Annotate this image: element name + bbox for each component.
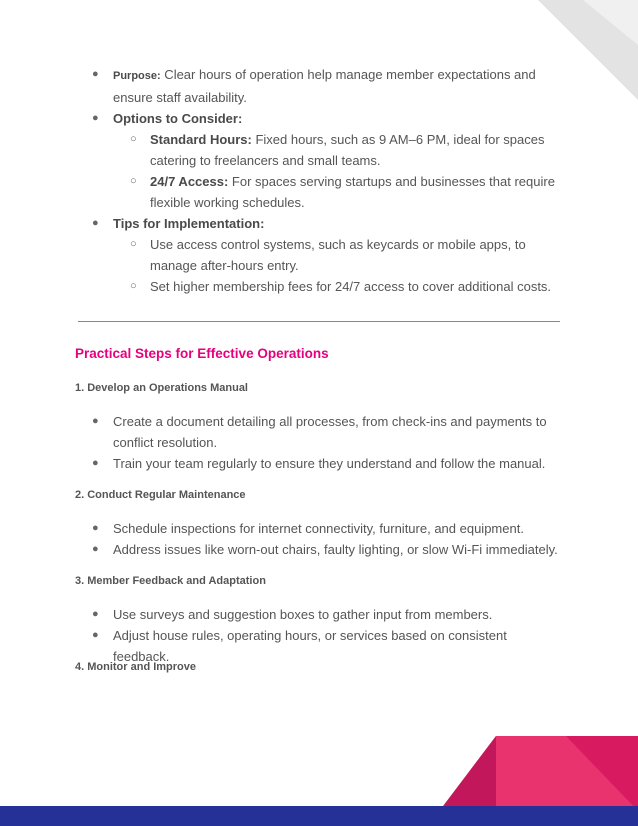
step-list bbox=[0, 604, 638, 667]
bullet-icon: ● bbox=[92, 543, 99, 555]
bullet-icon: ● bbox=[92, 457, 99, 469]
hollow-bullet-icon: ○ bbox=[130, 238, 137, 250]
step-heading: 2. Conduct Regular Maintenance bbox=[75, 489, 246, 501]
operating-hours-list bbox=[0, 64, 638, 297]
item-text: Address issues like worn-out chairs, faulty lighting, or slow Wi-Fi immediately. bbox=[113, 542, 558, 557]
list-item bbox=[0, 64, 638, 108]
bullet-icon: ● bbox=[92, 415, 99, 427]
item-text: Train your team regularly to ensure they understand and follow the manual. bbox=[113, 456, 546, 471]
hollow-bullet-icon: ○ bbox=[130, 280, 137, 292]
bullet-icon: ● bbox=[92, 217, 99, 229]
item-text: Create a document detailing all processes, from check-ins and payments to conflict resolution. bbox=[113, 414, 547, 450]
list-item bbox=[0, 411, 638, 453]
step-heading: 4. Monitor and Improve bbox=[75, 661, 197, 673]
option-label: Standard Hours: bbox=[150, 132, 252, 147]
step-list bbox=[0, 411, 638, 474]
tip-text: Use access control systems, such as keycards or mobile apps, to manage after-hours entry. bbox=[150, 237, 526, 273]
list-item bbox=[0, 213, 638, 234]
list-item bbox=[0, 604, 638, 625]
step-list bbox=[0, 518, 638, 560]
purpose-label: Purpose: bbox=[113, 70, 161, 82]
list-item bbox=[0, 518, 638, 539]
step-heading: 3. Member Feedback and Adaptation bbox=[75, 575, 266, 587]
list-item bbox=[0, 539, 638, 560]
hollow-bullet-icon: ○ bbox=[130, 175, 137, 187]
item-text: Adjust house rules, operating hours, or services based on consistent feedback. bbox=[113, 628, 507, 664]
options-label: Options to Consider: bbox=[113, 111, 243, 126]
step-heading: 1. Develop an Operations Manual bbox=[75, 382, 248, 394]
list-item bbox=[0, 108, 638, 129]
sub-list-item bbox=[0, 129, 638, 171]
sub-list-item bbox=[0, 276, 638, 297]
list-item bbox=[0, 453, 638, 474]
bullet-icon: ● bbox=[92, 112, 99, 124]
bullet-icon: ● bbox=[92, 608, 99, 620]
bullet-icon: ● bbox=[92, 522, 99, 534]
tip-text: Set higher membership fees for 24/7 access to cover additional costs. bbox=[150, 279, 552, 294]
purpose-text: Clear hours of operation help manage member expectations and ensure staff availability. bbox=[113, 67, 536, 105]
sub-list-item bbox=[0, 171, 638, 213]
section-title: Practical Steps for Effective Operations bbox=[75, 346, 329, 361]
item-text: Use surveys and suggestion boxes to gather input from members. bbox=[113, 607, 493, 622]
item-text: Schedule inspections for internet connectivity, furniture, and equipment. bbox=[113, 521, 524, 536]
bullet-icon: ● bbox=[92, 68, 99, 80]
tips-label: Tips for Implementation: bbox=[113, 216, 265, 231]
option-text: Fixed hours, such as 9 AM–6 PM, ideal for spaces catering to freelancers and small teams. bbox=[150, 132, 545, 168]
footer-bar bbox=[0, 806, 638, 826]
option-label: 24/7 Access: bbox=[150, 174, 229, 189]
hollow-bullet-icon: ○ bbox=[130, 133, 137, 145]
sub-list-item bbox=[0, 234, 638, 276]
bullet-icon: ● bbox=[92, 629, 99, 641]
horizontal-divider bbox=[78, 321, 560, 322]
option-text: For spaces serving startups and businesses that require flexible working schedules. bbox=[150, 174, 555, 210]
